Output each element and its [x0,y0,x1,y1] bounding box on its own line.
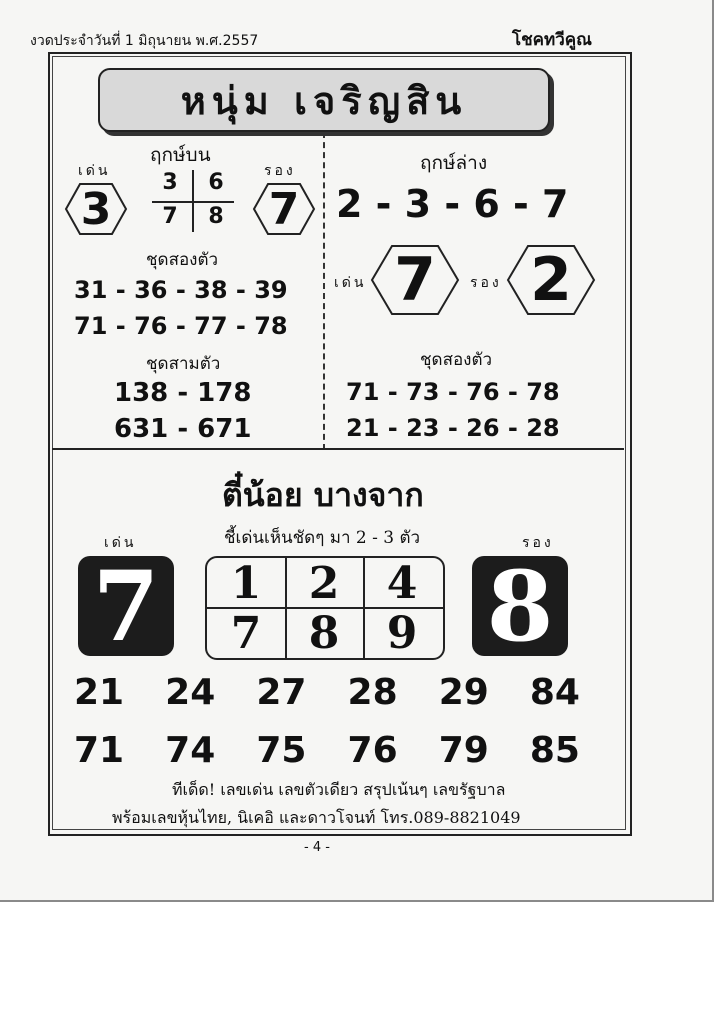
lower-number: 28 [347,672,398,713]
lower-main-number-block [78,549,174,663]
upper-title: ฤกษ์บน [150,144,211,166]
lower-second-number-block [472,549,568,663]
footer-line-1: ทีเด็ด! เลขเด่น เลขตัวเดียว สรุปเน้นๆ เลขรัฐบาล [172,780,506,799]
publication-name: โชคทวีคูณ [512,30,592,50]
page-number: - 4 - [304,840,330,855]
lower-number: 85 [529,730,580,771]
lower-main-number: 7 [92,549,160,663]
upper-left-two-digit-row: 71 - 76 - 77 - 78 [74,312,288,340]
lower-luck-main-hexagon [370,244,460,316]
lower-luck-second-label: รอง [470,275,502,291]
lower-grid-digit: 8 [308,607,340,659]
upper-main-number: 3 [80,183,112,235]
lower-second-label: รอง [522,535,554,551]
upper-main-label: เด่น [78,163,111,179]
upper-main-hexagon [64,182,128,236]
lower-digit-grid [205,556,445,660]
upper-grid-digit: 7 [162,204,178,229]
upper-left-three-digit-title: ชุดสามตัว [146,354,221,374]
vertical-divider [323,132,325,450]
lower-number: 29 [438,672,489,713]
lower-number: 76 [347,730,398,771]
lower-section-subtitle: ชี้เด่นเห็นชัดๆ มา 2 - 3 ตัว [224,528,421,548]
footer-line-2: พร้อมเลขหุ้นไทย, นิเคอิ และดาวโจนท์ โทร.089-8821049 [112,808,521,827]
lower-luck-main-number: 7 [394,245,436,315]
upper-second-label: รอง [264,163,296,179]
upper-right-two-digit-row: 71 - 73 - 76 - 78 [346,378,560,406]
lower-main-label: เด่น [104,535,137,551]
upper-left-three-digit-row: 138 - 178 [114,378,252,408]
upper-grid-digit: 3 [162,170,178,195]
lower-number-row-1 [74,672,580,713]
lower-section-title: ตี๋น้อย บางจาก [222,476,424,514]
issue-date: งวดประจำวันที่ 1 มิถุนายน พ.ศ.2557 [30,33,259,49]
lower-number: 84 [529,672,580,713]
lower-number: 79 [438,730,489,771]
upper-second-hexagon [252,182,316,236]
upper-left-two-digit-title: ชุดสองตัว [146,250,219,270]
upper-left-three-digit-row: 631 - 671 [114,414,252,444]
author-banner-title: หนุ่ม เจริญสิน [180,77,468,123]
horizontal-divider [52,448,624,450]
lower-luck-second-number: 2 [530,245,572,315]
lower-number: 74 [165,730,216,771]
lower-grid-digit: 1 [230,557,262,609]
upper-grid-digit: 6 [208,170,224,195]
upper-left-two-digit-row: 31 - 36 - 38 - 39 [74,276,288,304]
lower-grid-digit: 4 [386,557,418,609]
lower-luck-title: ฤกษ์ล่าง [420,152,488,174]
upper-grid-digit: 8 [208,204,224,229]
upper-digit-grid [148,170,238,232]
lower-grid-digit: 7 [230,607,262,659]
upper-right-two-digit-row: 21 - 23 - 26 - 28 [346,414,560,442]
lower-number: 27 [256,672,307,713]
lower-luck-sequence: 2 - 3 - 6 - 7 [336,182,569,226]
lower-number: 75 [256,730,307,771]
lower-grid-digit: 2 [308,557,340,609]
upper-second-number: 7 [268,183,300,235]
author-banner [98,68,550,132]
lower-number: 21 [74,672,125,713]
lower-luck-main-label: เด่น [334,275,367,291]
lower-second-number: 8 [486,549,554,663]
lower-grid-digit: 9 [386,607,418,659]
upper-right-two-digit-title: ชุดสองตัว [420,350,493,370]
lower-number: 71 [74,730,125,771]
lower-luck-second-hexagon [506,244,596,316]
lower-number-row-2 [74,730,580,771]
lower-number: 24 [165,672,216,713]
